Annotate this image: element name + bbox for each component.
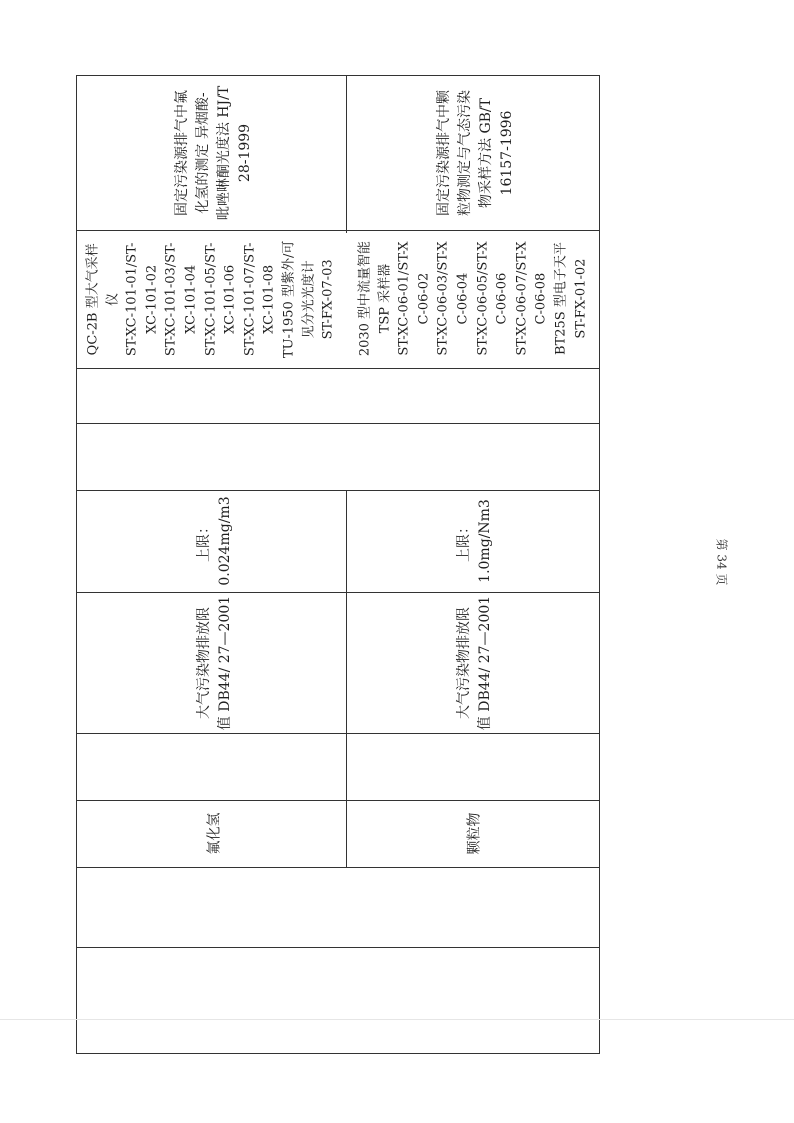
instrument-line: TSP 采样器 xyxy=(377,264,393,334)
instrument-line: ST-XC-101-07/ST- xyxy=(242,242,258,356)
standard-cell-pm xyxy=(435,592,515,733)
standard-line: 大气污染物排放限 xyxy=(456,606,472,719)
divider xyxy=(76,867,600,868)
method-line: 吡唑啉酮光度法 HJ/T xyxy=(216,85,232,220)
divider xyxy=(76,947,600,948)
limit-line: 上限： xyxy=(456,520,472,562)
method-cell-pm xyxy=(410,75,542,230)
instrument-line: TU-1950 型紫外/可 xyxy=(281,240,297,358)
limit-cell-pm xyxy=(440,490,510,592)
instrument-line: C-06-06 xyxy=(494,273,510,325)
instrument-line: 仪 xyxy=(105,292,121,306)
method-line: 化氢的测定 异烟酸- xyxy=(195,91,211,214)
instrument-line: ST-XC-101-01/ST- xyxy=(124,242,140,356)
item-cell-pm xyxy=(445,800,505,867)
instrument-line: XC-101-06 xyxy=(222,264,238,334)
standard-line: 值 DB44/ 27—2001 xyxy=(477,595,493,730)
divider xyxy=(76,800,600,801)
limit-cell-hf xyxy=(180,490,250,592)
limit-line: 0.024mg/m3 xyxy=(217,496,233,586)
method-line: 固定污染源排气中颗 xyxy=(436,89,452,216)
item-cell-hf xyxy=(185,800,245,867)
instrument-line: ST-XC-06-01/ST-X xyxy=(396,241,412,357)
method-line: 28-1999 xyxy=(237,123,253,182)
instrument-cell-pm xyxy=(346,230,600,368)
instrument-line: ST-XC-06-03/ST-X xyxy=(435,241,451,357)
row-divider xyxy=(346,490,347,867)
instrument-line: XC-101-02 xyxy=(144,264,160,334)
standard-line: 大气污染物排放限 xyxy=(196,606,212,719)
method-line: 粒物测定与气态污染 xyxy=(457,89,473,216)
method-line: 16157-1996 xyxy=(499,110,515,195)
page-number: 第 34 页 xyxy=(714,538,729,586)
divider xyxy=(76,423,600,424)
instrument-line: ST-FX-07-03 xyxy=(320,259,336,339)
instrument-line: ST-XC-101-05/ST- xyxy=(203,242,219,356)
limit-line: 1.0mg/Nm3 xyxy=(477,499,493,583)
divider xyxy=(76,592,600,593)
method-line: 固定污染源排气中氟 xyxy=(174,89,190,216)
instrument-line: ST-XC-06-07/ST-X xyxy=(514,241,530,357)
instrument-line: BT25S 型电子天平 xyxy=(553,242,569,356)
instrument-cell-hf xyxy=(76,230,346,368)
instrument-line: ST-XC-101-03/ST- xyxy=(164,242,180,356)
instrument-line: C-06-04 xyxy=(455,273,471,325)
item-label: 氟化氢 xyxy=(206,812,223,855)
scan-fold-line xyxy=(0,1019,794,1020)
divider xyxy=(76,490,600,491)
method-line: 物采样方法 GB/T xyxy=(478,97,494,208)
instrument-line: XC-101-08 xyxy=(261,264,277,334)
instrument-line: ST-FX-01-02 xyxy=(572,259,588,339)
standard-line: 值 DB44/ 27—2001 xyxy=(217,595,233,730)
instrument-line: 2030 型中流量智能 xyxy=(357,241,373,357)
row-divider xyxy=(346,75,347,233)
standard-cell-hf xyxy=(175,592,255,733)
limit-line: 上限： xyxy=(196,520,212,562)
divider xyxy=(76,733,600,734)
instrument-line: 见分光光度计 xyxy=(301,260,317,339)
instrument-line: QC-2B 型大气采样 xyxy=(85,243,101,355)
method-cell-hf xyxy=(148,75,280,230)
instrument-line: ST-XC-06-05/ST-X xyxy=(475,241,490,357)
instrument-line: C-06-08 xyxy=(533,273,549,325)
instrument-line: C-06-02 xyxy=(416,273,432,325)
instrument-line: XC-101-04 xyxy=(183,264,199,334)
item-label: 颗粒物 xyxy=(466,812,483,855)
